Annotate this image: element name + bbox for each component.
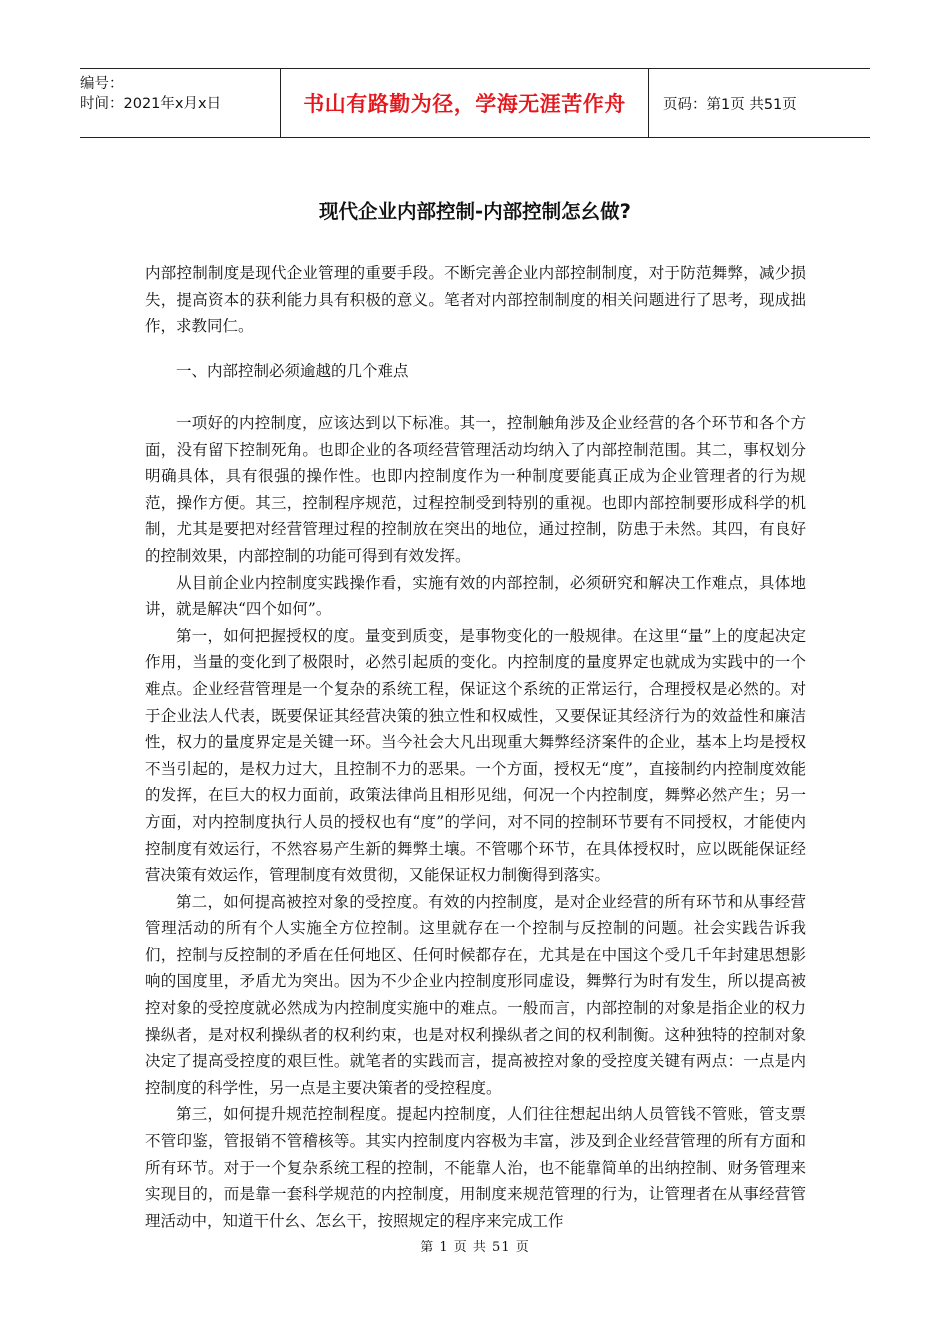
intro-paragraph-block	[145, 260, 806, 340]
body-paragraph: 第一，如何把握授权的度。量变到质变，是事物变化的一般规律。在这里“量”上的度起决定作用，当量的变化到了极限时，必然引起质的变化。内控制度的量度界定也就成为实践中的一个难点。企业经营管理是一个复杂的系统工程，保证这个系统的正常运行，合理授权是必然的。对于企业法人代表，既要保证其经营决策的独立性和权威性，又要保证其经济行为的效益性和廉洁性，权力的量度界定是关键一环。当今社会大凡出现重大舞弊经济案件的企业，基本上均是授权不当引起的，是权力过大，且控制不力的恶果。一个方面，授权无“度”，直接制约内控制度效能的发挥，在巨大的权力面前，政策法律尚且相形见绌，何况一个内控制度，舞弊必然产生；另一方面，对内控制度执行人员的授权也有“度”的学问，对不同的控制环节要有不同授权，才能使内控制度有效运行，不然容易产生新的舞弊土壤。不管哪个环节，在具体授权时，应以既能保证经营决策有效运作，管理制度有效贯彻，又能保证权力制衡得到落实。	[145, 626, 806, 885]
body-paragraph: 从目前企业内控制度实践操作看，实施有效的内部控制，必须研究和解决工作难点，具体地讲，就是解决“四个如何”。	[145, 573, 806, 619]
body-paragraph: 一项好的内控制度，应该达到以下标准。其一，控制触角涉及企业经营的各个环节和各个方面，没有留下控制死角。也即企业的各项经营管理活动均纳入了内部控制范围。其二，事权划分明确具体，具有很强的操作性。也即内控制度作为一种制度要能真正成为企业管理者的行为规范，操作方便。其三，控制程序规范，过程控制受到特别的重视。也即内部控制要形成科学的机制，尤其是要把对经营管理过程的控制放在突出的地位，通过控制，防患于未然。其四，有良好的控制效果，内部控制的功能可得到有效发挥。	[145, 414, 806, 565]
document-time-label: 时间：2021年x月x日	[80, 96, 222, 112]
header-page-info: 页码：第1页 共51页	[663, 96, 797, 113]
header-motto-cell	[281, 69, 649, 137]
header-page-cell	[649, 69, 870, 137]
section-heading-block	[145, 358, 806, 385]
main-text-block	[145, 410, 806, 1234]
page-footer: 第 1 页 共 51 页	[420, 1240, 530, 1255]
document-header	[80, 68, 870, 138]
section-heading: 一、内部控制必须逾越的几个难点	[176, 362, 409, 380]
header-motto: 书山有路勤为径，学海无涯苦作舟	[303, 92, 626, 116]
body-paragraph: 第三，如何提升规范控制程度。提起内控制度，人们往往想起出纳人员管钱不管账，管支票不管印鉴，管报销不管稽核等。其实内控制度内容极为丰富，涉及到企业经营管理的所有方面和所有环节。对于一个复杂系统工程的控制，不能靠人治，也不能靠简单的出纳控制、财务管理来实现目的，而是靠一套科学规范的内控制度，用制度来规范管理的行为，让管理者在从事经营管理活动中，知道干什幺、怎幺干，按照规定的程序来完成工作	[145, 1105, 806, 1230]
document-number-label: 编号：	[80, 76, 124, 92]
header-meta-cell	[80, 69, 281, 137]
intro-paragraph: 内部控制制度是现代企业管理的重要手段。不断完善企业内部控制制度，对于防范舞弊，减少损失，提高资本的获利能力具有积极的意义。笔者对内部控制制度的相关问题进行了思考，现成拙作，求教同仁。	[145, 264, 806, 336]
document-title: 现代企业内部控制-内部控制怎幺做?	[319, 200, 631, 223]
body-paragraph: 第二，如何提高被控对象的受控度。有效的内控制度，是对企业经营的所有环节和从事经营管理活动的所有个人实施全方位控制。这里就存在一个控制与反控制的问题。社会实践告诉我们，控制与反控制的矛盾在任何地区、任何时候都存在，尤其是在中国这个受几千年封建思想影响的国度里，矛盾尤为突出。因为不少企业内控制度形同虚设，舞弊行为时有发生，所以提高被控对象的受控度就必然成为内控制度实施中的难点。一般而言，内部控制的对象是指企业的权力操纵者，是对权利操纵者的权利约束，也是对权利操纵者之间的权利制衡。这种独特的控制对象决定了提高受控度的艰巨性。就笔者的实践而言，提高被控对象的受控度关键有两点：一点是内控制度的科学性，另一点是主要决策者的受控程度。	[145, 892, 806, 1097]
